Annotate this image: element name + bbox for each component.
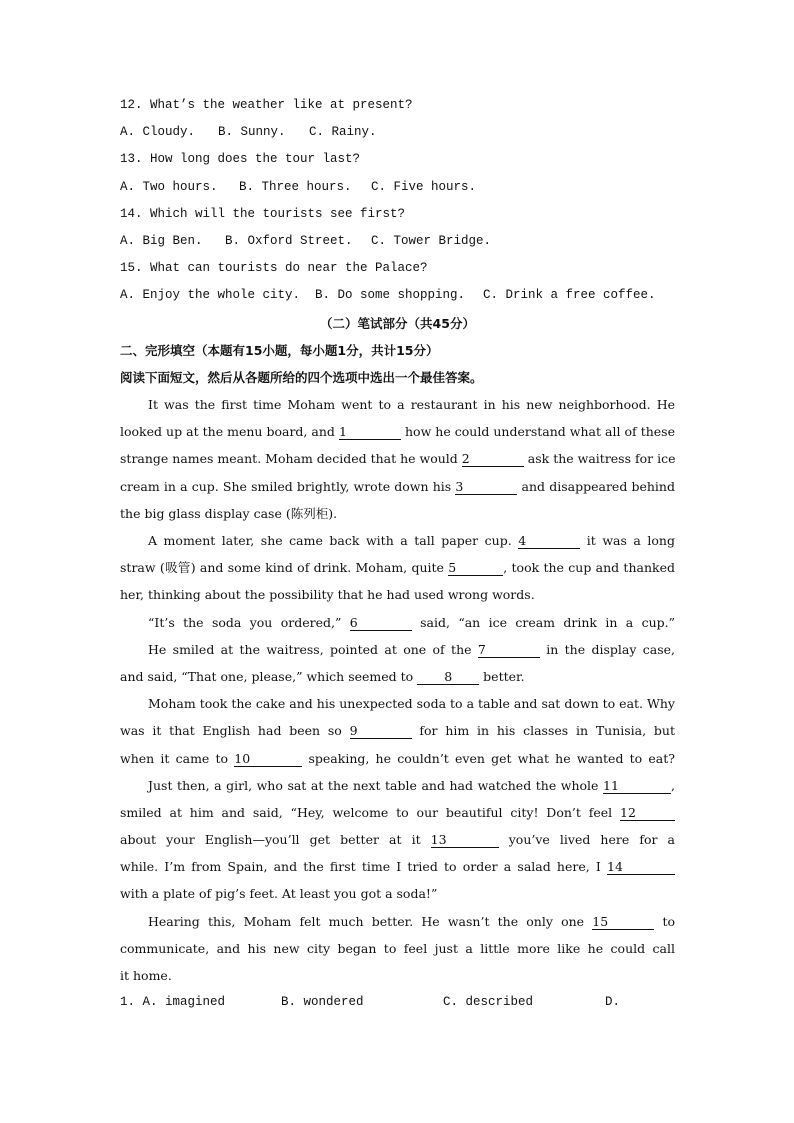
- passage-line: communicate, and his new city began to feel just a little more like he could call: [120, 940, 675, 956]
- blank-15: 15: [592, 915, 654, 930]
- passage-line: looked up at the menu board, and 1 how he could understand what all of these: [120, 424, 675, 440]
- passage-line: about your English—you’ll get better at it 13 you’ve lived here for a: [120, 832, 675, 848]
- question-15-stem: 15. What can tourists do near the Palace?: [120, 261, 428, 276]
- option-a: A. Cloudy.: [120, 125, 196, 140]
- blank-11: 11: [603, 779, 671, 794]
- option-c: C. Drink a free coffee.: [483, 288, 656, 303]
- option-a: A. Big Ben.: [120, 233, 203, 248]
- passage-line: smiled at him and said, “Hey, welcome to our beautiful city! Don’t feel 12: [120, 799, 675, 826]
- option-c: C. Tower Bridge.: [371, 233, 492, 248]
- answer-1-a: 1. A. imagined: [120, 995, 226, 1010]
- blank-7: 7: [478, 643, 540, 658]
- question-14-stem: 14. Which will the tourists see first?: [120, 206, 406, 221]
- question-12-options: [120, 119, 675, 146]
- option-c: C. Rainy.: [309, 125, 377, 140]
- passage-line: with a plate of pig’s feet. At least you got a soda!”: [120, 886, 438, 902]
- part-title: 二、完形填空（本题有15小题，每小题1分，共计15分）: [120, 342, 439, 358]
- question-13-options: [120, 174, 675, 201]
- blank-12: 12: [620, 806, 675, 821]
- passage-line: while. I’m from Spain, and the first time I tried to order a salad here, I 14: [120, 853, 675, 880]
- passage-line: straw (吸管) and some kind of drink. Moham, quite 5 , took the cup and thanked: [120, 560, 675, 576]
- passage-line: Just then, a girl, who sat at the next table and had watched the whole 11 ,: [148, 777, 675, 793]
- option-b: B. Do some shopping.: [315, 288, 466, 303]
- passage-line: the big glass display case (陈列柜).: [120, 505, 338, 521]
- instruction: 阅读下面短文，然后从各题所给的四个选项中选出一个最佳答案。: [120, 369, 483, 385]
- passage-line: strange names meant. Moham decided that he would 2 ask the waitress for ice: [120, 451, 676, 467]
- blank-2: 2: [462, 452, 524, 467]
- passage-line: and said, “That one, please,” which seemed to 8 better.: [120, 668, 525, 684]
- exam-page: [120, 92, 675, 1016]
- blank-13: 13: [431, 833, 499, 848]
- passage-line: It was the first time Moham went to a restaurant in his new neighborhood. He: [148, 397, 675, 413]
- passage-line: “It’s the soda you ordered,” 6 said, “an ice cream drink in a cup.”: [148, 614, 676, 630]
- passage-line: He smiled at the waitress, pointed at one of the 7 in the display case,: [148, 641, 675, 657]
- section-title: （二）笔试部分（共45分）: [320, 315, 475, 331]
- blank-3: 3: [455, 480, 517, 495]
- blank-6: 6: [350, 616, 412, 631]
- passage-line: was it that English had been so 9 for him in his classes in Tunisia, but: [120, 723, 675, 739]
- passage-line: Hearing this, Moham felt much better. He wasn’t the only one 15 to: [148, 913, 676, 929]
- option-b: B. Sunny.: [218, 125, 286, 140]
- passage-line: when it came to 10 speaking, he couldn’t even get what he wanted to eat?: [120, 750, 675, 766]
- option-b: B. Three hours.: [239, 179, 352, 194]
- passage-line: A moment later, she came back with a tall paper cup. 4 it was a long: [148, 533, 675, 548]
- option-c: C. Five hours.: [371, 179, 477, 194]
- option-a: A. Two hours.: [120, 179, 218, 194]
- passage-line: it home.: [120, 968, 172, 983]
- question-15-options: [120, 282, 675, 309]
- question-14-options: [120, 228, 675, 255]
- blank-5: 5: [448, 561, 503, 576]
- blank-9: 9: [350, 724, 412, 739]
- answer-row-1: [120, 989, 675, 1016]
- passage-line: her, thinking about the possibility that he had used wrong words.: [120, 587, 535, 603]
- option-b: B. Oxford Street.: [225, 233, 353, 248]
- blank-14: 14: [607, 860, 675, 875]
- blank-10: 10: [234, 752, 302, 767]
- answer-1-d: D.: [605, 995, 621, 1010]
- passage-line: Moham took the cake and his unexpected soda to a table and sat down to eat. Why: [148, 696, 675, 712]
- passage-line: cream in a cup. She smiled brightly, wrote down his 3 and disappeared behind: [120, 478, 675, 494]
- blank-8: 8: [417, 670, 479, 685]
- question-12-stem: 12. What’s the weather like at present?: [120, 98, 413, 112]
- answer-1-c: C. described: [443, 995, 534, 1010]
- blank-4: 4: [518, 534, 580, 549]
- blank-1: 1: [339, 425, 401, 440]
- question-13-stem: 13. How long does the tour last?: [120, 152, 361, 167]
- option-a: A. Enjoy the whole city.: [120, 288, 301, 303]
- answer-1-b: B. wondered: [281, 995, 364, 1010]
